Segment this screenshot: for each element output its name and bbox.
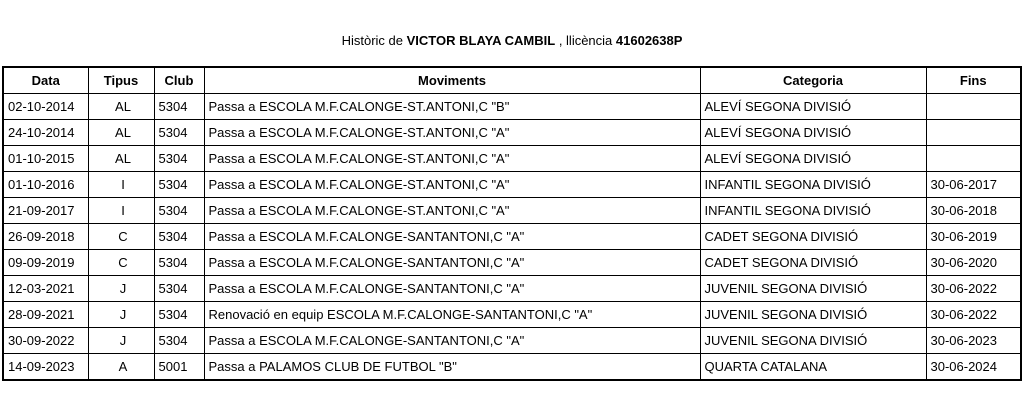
cell-categoria: CADET SEGONA DIVISIÓ [700,250,926,276]
cell-tipus: C [88,224,154,250]
col-header-tipus: Tipus [88,67,154,94]
table-row [3,120,1021,146]
cell-tipus: J [88,328,154,354]
cell-data: 09-09-2019 [3,250,88,276]
table-row [3,224,1021,250]
cell-data: 28-09-2021 [3,302,88,328]
licence-number: 41602638P [615,33,683,48]
cell-moviments: Passa a ESCOLA M.F.CALONGE-SANTANTONI,C "A" [204,224,700,250]
table-row [3,276,1021,302]
cell-data: 14-09-2023 [3,354,88,381]
col-header-moviments: Moviments [204,67,700,94]
cell-club: 5304 [154,172,204,198]
cell-moviments: Passa a ESCOLA M.F.CALONGE-ST.ANTONI,C "A" [204,198,700,224]
cell-tipus: AL [88,120,154,146]
cell-fins: 30-06-2022 [926,276,1021,302]
cell-moviments: Passa a ESCOLA M.F.CALONGE-ST.ANTONI,C "B" [204,94,700,120]
col-header-categoria: Categoria [700,67,926,94]
cell-categoria: INFANTIL SEGONA DIVISIÓ [700,198,926,224]
licence-label: , llicència [558,33,613,48]
cell-club: 5304 [154,120,204,146]
cell-fins: 30-06-2019 [926,224,1021,250]
cell-tipus: AL [88,94,154,120]
cell-fins: 30-06-2018 [926,198,1021,224]
cell-categoria: ALEVÍ SEGONA DIVISIÓ [700,120,926,146]
cell-moviments: Passa a PALAMOS CLUB DE FUTBOL "B" [204,354,700,381]
history-table [2,66,1022,381]
cell-data: 26-09-2018 [3,224,88,250]
cell-categoria: CADET SEGONA DIVISIÓ [700,224,926,250]
cell-club: 5304 [154,276,204,302]
cell-fins: 30-06-2020 [926,250,1021,276]
cell-club: 5001 [154,354,204,381]
cell-categoria: ALEVÍ SEGONA DIVISIÓ [700,94,926,120]
cell-data: 01-10-2015 [3,146,88,172]
cell-fins [926,94,1021,120]
table-row [3,198,1021,224]
table-row [3,94,1021,120]
cell-categoria: JUVENIL SEGONA DIVISIÓ [700,302,926,328]
cell-club: 5304 [154,146,204,172]
title-prefix: Històric de [341,33,403,48]
cell-data: 02-10-2014 [3,94,88,120]
col-header-fins: Fins [926,67,1021,94]
table-row [3,354,1021,381]
cell-club: 5304 [154,328,204,354]
player-name: VICTOR BLAYA CAMBIL [406,33,556,48]
cell-tipus: I [88,172,154,198]
cell-categoria: INFANTIL SEGONA DIVISIÓ [700,172,926,198]
cell-data: 01-10-2016 [3,172,88,198]
table-row [3,172,1021,198]
cell-fins: 30-06-2017 [926,172,1021,198]
table-row [3,328,1021,354]
cell-moviments: Passa a ESCOLA M.F.CALONGE-SANTANTONI,C "A" [204,276,700,302]
col-header-club: Club [154,67,204,94]
cell-club: 5304 [154,94,204,120]
cell-fins [926,120,1021,146]
cell-moviments: Passa a ESCOLA M.F.CALONGE-ST.ANTONI,C "A" [204,146,700,172]
cell-moviments: Passa a ESCOLA M.F.CALONGE-SANTANTONI,C "A" [204,328,700,354]
cell-fins: 30-06-2022 [926,302,1021,328]
col-header-data: Data [3,67,88,94]
cell-categoria: ALEVÍ SEGONA DIVISIÓ [700,146,926,172]
cell-moviments: Renovació en equip ESCOLA M.F.CALONGE-SANTANTONI,C "A" [204,302,700,328]
table-row [3,146,1021,172]
cell-tipus: C [88,250,154,276]
page-title [0,33,1024,49]
cell-club: 5304 [154,224,204,250]
cell-moviments: Passa a ESCOLA M.F.CALONGE-ST.ANTONI,C "A" [204,172,700,198]
table-row [3,250,1021,276]
cell-tipus: J [88,276,154,302]
cell-tipus: I [88,198,154,224]
cell-tipus: J [88,302,154,328]
cell-moviments: Passa a ESCOLA M.F.CALONGE-SANTANTONI,C "A" [204,250,700,276]
cell-data: 12-03-2021 [3,276,88,302]
cell-data: 21-09-2017 [3,198,88,224]
cell-categoria: QUARTA CATALANA [700,354,926,381]
cell-tipus: AL [88,146,154,172]
cell-club: 5304 [154,198,204,224]
cell-categoria: JUVENIL SEGONA DIVISIÓ [700,276,926,302]
cell-tipus: A [88,354,154,381]
cell-fins: 30-06-2023 [926,328,1021,354]
cell-data: 30-09-2022 [3,328,88,354]
table-row [3,302,1021,328]
cell-fins: 30-06-2024 [926,354,1021,381]
cell-fins [926,146,1021,172]
header-row [3,67,1021,94]
table-body [3,94,1021,381]
cell-data: 24-10-2014 [3,120,88,146]
cell-club: 5304 [154,302,204,328]
cell-categoria: JUVENIL SEGONA DIVISIÓ [700,328,926,354]
cell-moviments: Passa a ESCOLA M.F.CALONGE-ST.ANTONI,C "A" [204,120,700,146]
cell-club: 5304 [154,250,204,276]
